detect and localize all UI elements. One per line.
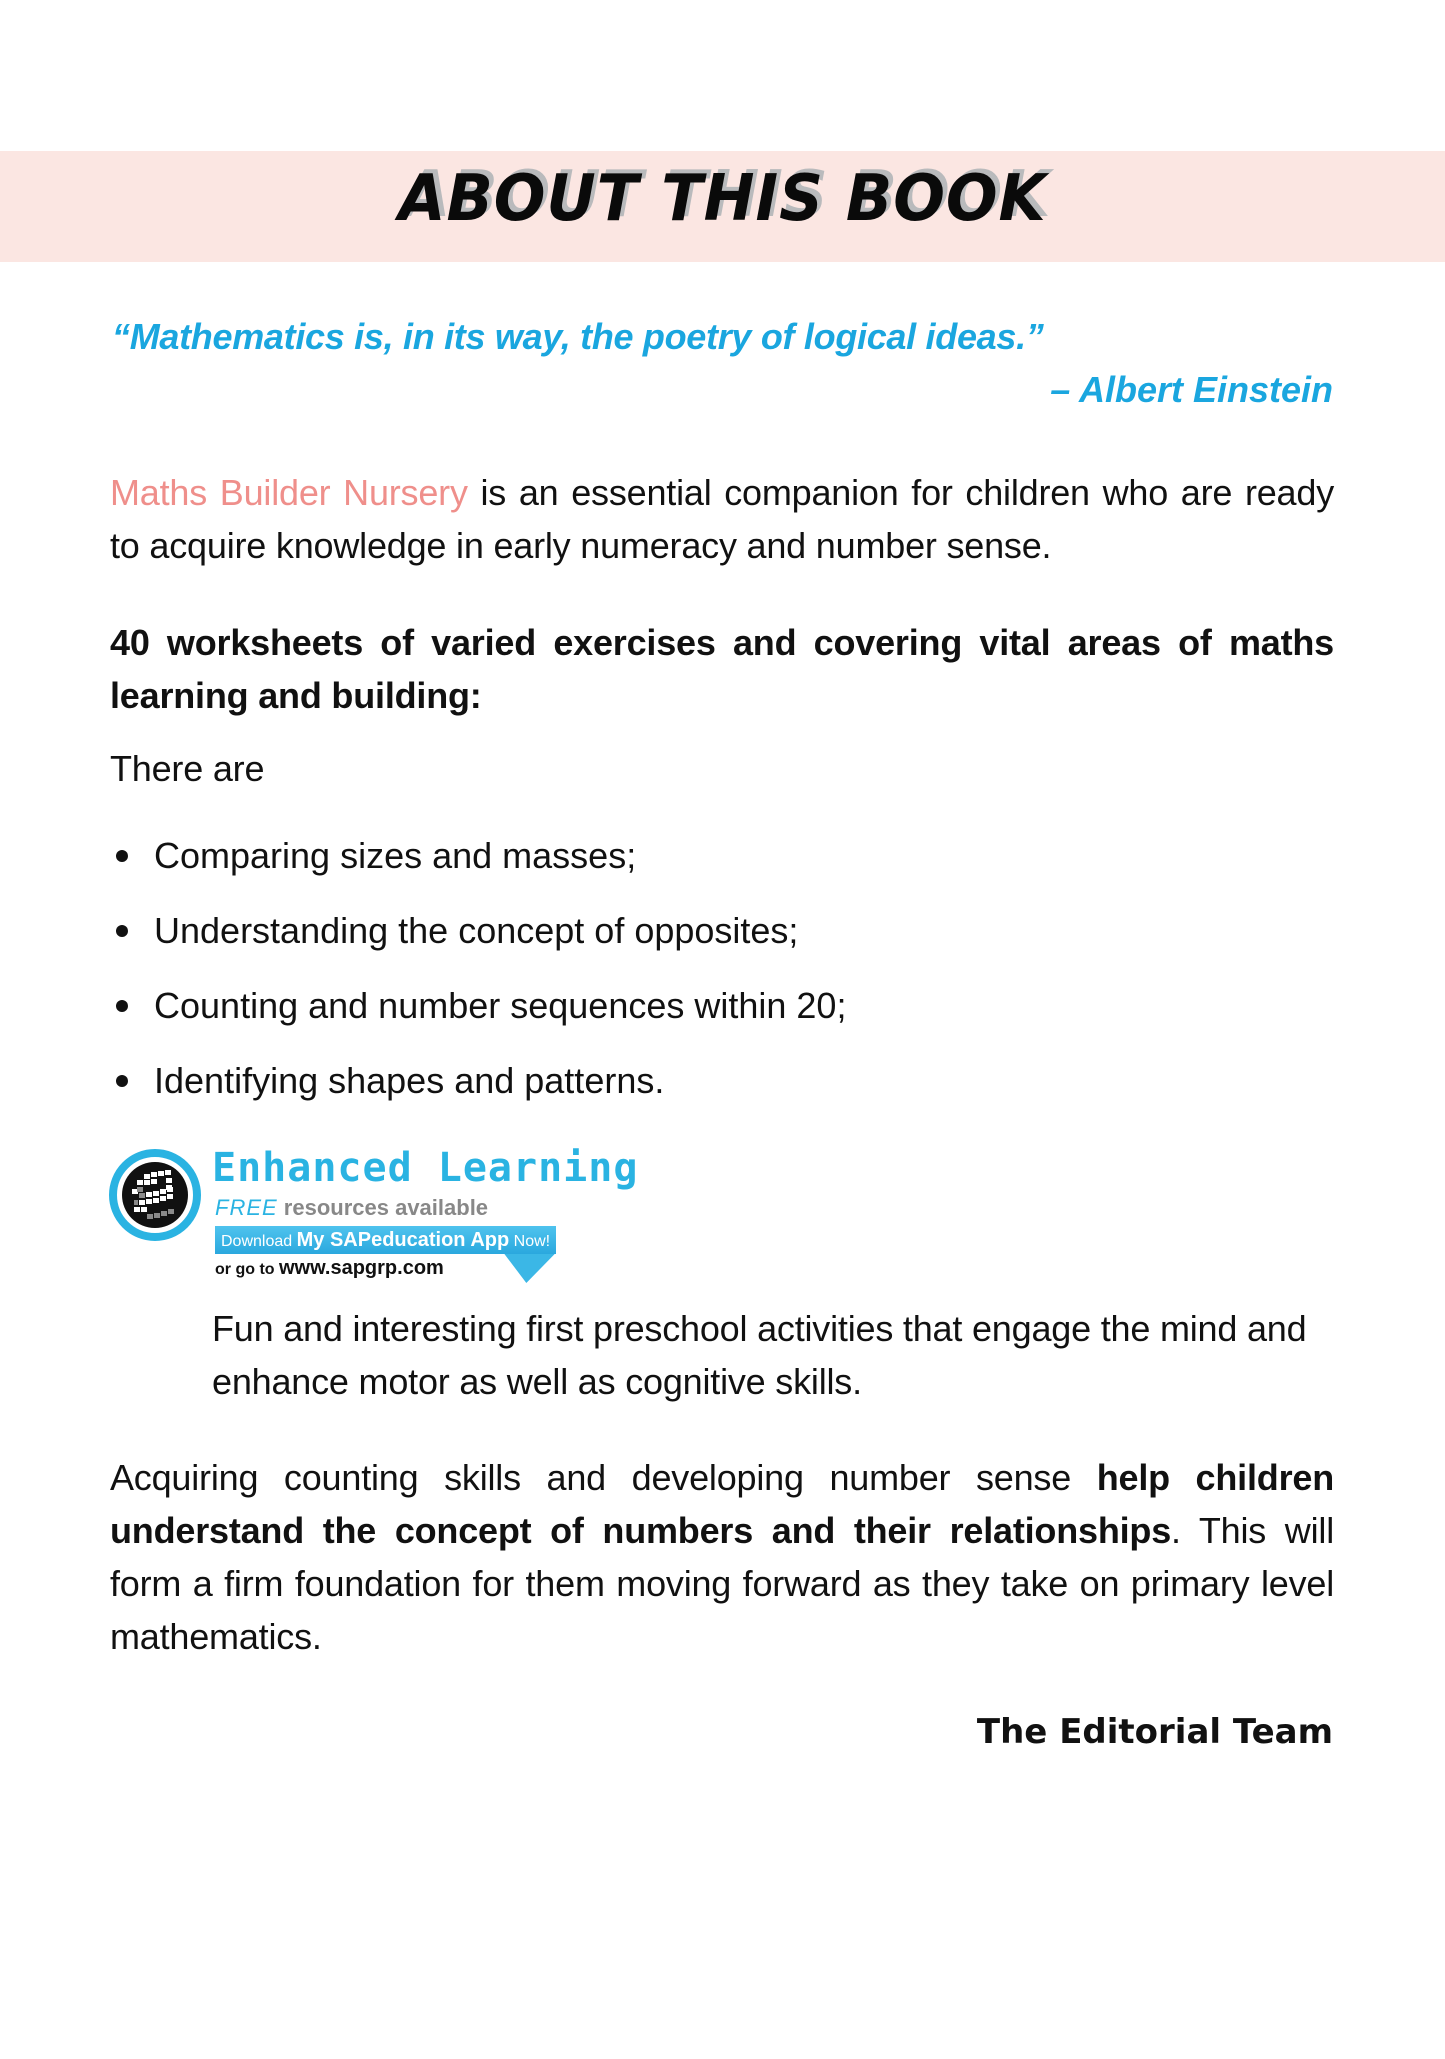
enhanced-learning-banner bbox=[105, 1145, 705, 1285]
download-suffix: Now! bbox=[509, 1233, 551, 1250]
speech-bubble-tail-icon bbox=[486, 1253, 555, 1283]
download-app-link[interactable] bbox=[215, 1226, 556, 1254]
free-resources-text bbox=[215, 1195, 488, 1221]
book-brand-name: Maths Builder Nursery bbox=[110, 472, 468, 513]
bullet-icon bbox=[116, 850, 128, 862]
closing-text-1: Acquiring counting skills and developing number sense bbox=[110, 1457, 1097, 1498]
enhanced-learning-title: Enhanced Learning bbox=[212, 1145, 639, 1191]
list-item bbox=[110, 968, 846, 1043]
worksheets-lead: There are bbox=[110, 748, 265, 789]
list-item-label: Comparing sizes and masses; bbox=[154, 834, 637, 876]
intro-paragraph bbox=[110, 466, 1334, 572]
closing-text-2: . This will form a firm foundation for them moving forward as they take on primary level mathematics. bbox=[110, 1510, 1334, 1657]
signoff: The Editorial Team bbox=[976, 1712, 1333, 1752]
quote-text: “Mathematics is, in its way, the poetry of logical ideas.” bbox=[112, 316, 1044, 357]
list-item bbox=[110, 893, 846, 968]
intro-text: is an essential companion for children who are ready to acquire knowledge in early numeracy and number sense. bbox=[110, 472, 1334, 566]
list-item-label: Identifying shapes and patterns. bbox=[154, 1059, 665, 1101]
list-item-label: Understanding the concept of opposites; bbox=[154, 909, 799, 951]
download-prefix: Download bbox=[221, 1233, 297, 1250]
closing-emphasis: help children understand the concept of numbers and their relationships bbox=[110, 1457, 1334, 1551]
list-item-label: Counting and number sequences within 20; bbox=[154, 984, 847, 1026]
closing-paragraph bbox=[110, 1451, 1334, 1663]
bullet-icon bbox=[116, 925, 128, 937]
url-prefix: or go to bbox=[215, 1261, 279, 1278]
website-line bbox=[215, 1257, 444, 1280]
worksheets-heading: 40 worksheets of varied exercises and covering vital areas of maths learning and building: bbox=[110, 622, 1334, 716]
free-resources-label: resources available bbox=[277, 1195, 489, 1220]
enhanced-learning-logo-icon bbox=[109, 1149, 201, 1241]
page-title: ABOUT THIS BOOK bbox=[398, 162, 1047, 236]
bullet-icon bbox=[116, 1075, 128, 1087]
enhanced-learning-description: Fun and interesting first preschool activities that engage the mind and enhance motor as well as cognitive skills. bbox=[212, 1308, 1307, 1402]
list-item bbox=[110, 1043, 846, 1118]
website-link[interactable]: www.sapgrp.com bbox=[278, 1257, 444, 1279]
bullet-icon bbox=[116, 1000, 128, 1012]
quote-author: – Albert Einstein bbox=[1050, 369, 1333, 410]
topics-list bbox=[110, 818, 846, 1118]
list-item bbox=[110, 818, 846, 893]
free-word: FREE bbox=[215, 1195, 278, 1220]
app-name: My SAPeducation App bbox=[296, 1229, 510, 1251]
